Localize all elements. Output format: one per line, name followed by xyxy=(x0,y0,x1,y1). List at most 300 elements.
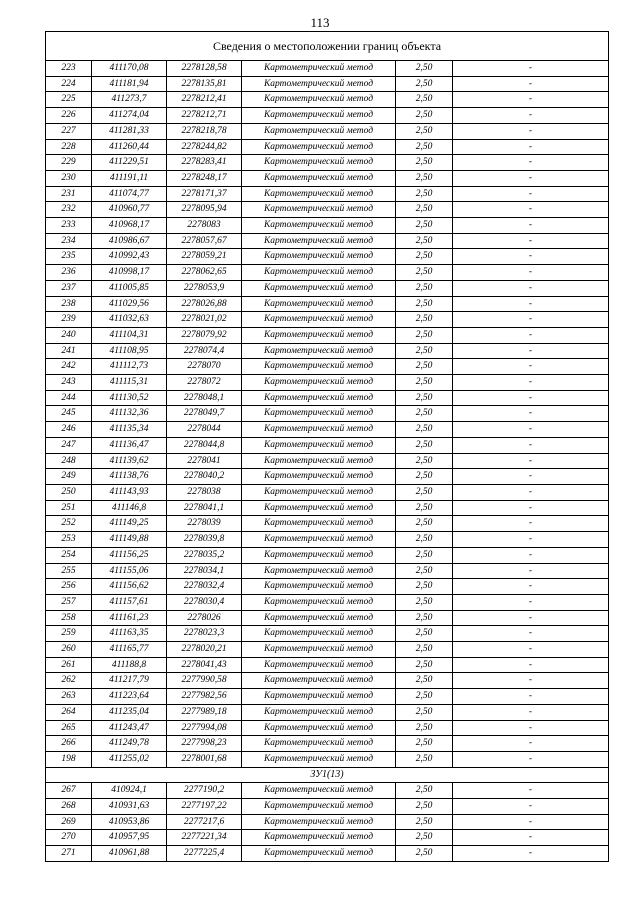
method-cell: Картометрический метод xyxy=(242,579,396,595)
table-row xyxy=(46,500,609,516)
precision-cell: 2,50 xyxy=(396,437,453,453)
point-number-cell: 227 xyxy=(46,123,92,139)
method-cell: Картометрический метод xyxy=(242,563,396,579)
method-cell: Картометрический метод xyxy=(242,689,396,705)
table-row xyxy=(46,626,609,642)
table-row xyxy=(46,484,609,500)
coord-x-cell: 411274,04 xyxy=(92,108,167,124)
page-number: 113 xyxy=(310,15,330,30)
point-number-cell: 262 xyxy=(46,673,92,689)
method-cell: Картометрический метод xyxy=(242,218,396,234)
table-row xyxy=(46,422,609,438)
table-row xyxy=(46,516,609,532)
coord-x-cell: 410968,17 xyxy=(92,218,167,234)
coord-x-cell: 411005,85 xyxy=(92,280,167,296)
method-cell: Картометрический метод xyxy=(242,359,396,375)
description-cell: - xyxy=(453,249,609,265)
section-row xyxy=(46,767,609,783)
precision-cell: 2,50 xyxy=(396,280,453,296)
description-cell: - xyxy=(453,594,609,610)
table-row xyxy=(46,76,609,92)
point-number-cell: 236 xyxy=(46,265,92,281)
description-cell: - xyxy=(453,375,609,391)
coord-x-cell: 411156,62 xyxy=(92,579,167,595)
method-cell: Картометрический метод xyxy=(242,814,396,830)
coord-x-cell: 411260,44 xyxy=(92,139,167,155)
point-number-cell: 259 xyxy=(46,626,92,642)
method-cell: Картометрический метод xyxy=(242,108,396,124)
point-number-cell: 233 xyxy=(46,218,92,234)
precision-cell: 2,50 xyxy=(396,799,453,815)
coord-y-cell: 2278041,43 xyxy=(167,657,242,673)
coord-y-cell: 2278040,2 xyxy=(167,469,242,485)
coord-y-cell: 2278039,8 xyxy=(167,532,242,548)
precision-cell: 2,50 xyxy=(396,327,453,343)
coord-x-cell: 411157,61 xyxy=(92,594,167,610)
description-cell: - xyxy=(453,280,609,296)
point-number-cell: 261 xyxy=(46,657,92,673)
coord-x-cell: 411074,77 xyxy=(92,186,167,202)
table-row xyxy=(46,579,609,595)
table-row xyxy=(46,155,609,171)
point-number-cell: 251 xyxy=(46,500,92,516)
table-row xyxy=(46,532,609,548)
description-cell: - xyxy=(453,846,609,862)
method-cell: Картометрический метод xyxy=(242,280,396,296)
table-row xyxy=(46,657,609,673)
point-number-cell: 232 xyxy=(46,202,92,218)
table-row xyxy=(46,249,609,265)
point-number-cell: 247 xyxy=(46,437,92,453)
description-cell: - xyxy=(453,547,609,563)
table-row xyxy=(46,736,609,752)
description-cell: - xyxy=(453,76,609,92)
method-cell: Картометрический метод xyxy=(242,799,396,815)
coord-y-cell: 2278030,4 xyxy=(167,594,242,610)
table-row xyxy=(46,359,609,375)
coord-x-cell: 411130,52 xyxy=(92,390,167,406)
point-number-cell: 258 xyxy=(46,610,92,626)
method-cell: Картометрический метод xyxy=(242,736,396,752)
coord-y-cell: 2278026 xyxy=(167,610,242,626)
coord-x-cell: 411104,31 xyxy=(92,327,167,343)
method-cell: Картометрический метод xyxy=(242,500,396,516)
coord-y-cell: 2278041 xyxy=(167,453,242,469)
coord-x-cell: 410957,95 xyxy=(92,830,167,846)
table-row xyxy=(46,673,609,689)
coord-y-cell: 2277998,23 xyxy=(167,736,242,752)
precision-cell: 2,50 xyxy=(396,312,453,328)
precision-cell: 2,50 xyxy=(396,186,453,202)
table-row xyxy=(46,830,609,846)
coord-y-cell: 2278070 xyxy=(167,359,242,375)
table-row xyxy=(46,312,609,328)
point-number-cell: 234 xyxy=(46,233,92,249)
coord-y-cell: 2278283,41 xyxy=(167,155,242,171)
precision-cell: 2,50 xyxy=(396,218,453,234)
point-number-cell: 237 xyxy=(46,280,92,296)
table-row xyxy=(46,327,609,343)
coord-x-cell: 410998,17 xyxy=(92,265,167,281)
description-cell: - xyxy=(453,642,609,658)
coord-y-cell: 2278026,88 xyxy=(167,296,242,312)
method-cell: Картометрический метод xyxy=(242,594,396,610)
table-row xyxy=(46,233,609,249)
description-cell: - xyxy=(453,218,609,234)
coord-y-cell: 2277982,56 xyxy=(167,689,242,705)
description-cell: - xyxy=(453,500,609,516)
coord-x-cell: 411188,8 xyxy=(92,657,167,673)
coord-x-cell: 411191,11 xyxy=(92,170,167,186)
precision-cell: 2,50 xyxy=(396,375,453,391)
point-number-cell: 240 xyxy=(46,327,92,343)
coord-x-cell: 411235,04 xyxy=(92,704,167,720)
coord-y-cell: 2278034,1 xyxy=(167,563,242,579)
precision-cell: 2,50 xyxy=(396,406,453,422)
description-cell: - xyxy=(453,453,609,469)
precision-cell: 2,50 xyxy=(396,563,453,579)
point-number-cell: 263 xyxy=(46,689,92,705)
description-cell: - xyxy=(453,484,609,500)
table-row xyxy=(46,390,609,406)
method-cell: Картометрический метод xyxy=(242,406,396,422)
description-cell: - xyxy=(453,783,609,799)
table-row xyxy=(46,343,609,359)
point-number-cell: 230 xyxy=(46,170,92,186)
coord-x-cell: 410992,43 xyxy=(92,249,167,265)
coord-y-cell: 2278062,65 xyxy=(167,265,242,281)
table-row xyxy=(46,170,609,186)
method-cell: Картометрический метод xyxy=(242,751,396,767)
coord-y-cell: 2278079,92 xyxy=(167,327,242,343)
table-row xyxy=(46,547,609,563)
precision-cell: 2,50 xyxy=(396,123,453,139)
coord-x-cell: 411229,51 xyxy=(92,155,167,171)
precision-cell: 2,50 xyxy=(396,61,453,77)
point-number-cell: 239 xyxy=(46,312,92,328)
precision-cell: 2,50 xyxy=(396,265,453,281)
description-cell: - xyxy=(453,422,609,438)
coord-y-cell: 2278244,82 xyxy=(167,139,242,155)
point-number-cell: 246 xyxy=(46,422,92,438)
description-cell: - xyxy=(453,343,609,359)
point-number-cell: 271 xyxy=(46,846,92,862)
coord-y-cell: 2278049,7 xyxy=(167,406,242,422)
coord-x-cell: 411146,8 xyxy=(92,500,167,516)
coord-y-cell: 2277990,58 xyxy=(167,673,242,689)
coord-x-cell: 411149,88 xyxy=(92,532,167,548)
coord-x-cell: 411029,56 xyxy=(92,296,167,312)
coord-y-cell: 2278038 xyxy=(167,484,242,500)
coord-x-cell: 411108,95 xyxy=(92,343,167,359)
point-number-cell: 252 xyxy=(46,516,92,532)
table-row xyxy=(46,296,609,312)
point-number-cell: 250 xyxy=(46,484,92,500)
precision-cell: 2,50 xyxy=(396,170,453,186)
description-cell: - xyxy=(453,751,609,767)
description-cell: - xyxy=(453,312,609,328)
coord-x-cell: 411139,62 xyxy=(92,453,167,469)
coord-y-cell: 2278039 xyxy=(167,516,242,532)
method-cell: Картометрический метод xyxy=(242,453,396,469)
precision-cell: 2,50 xyxy=(396,751,453,767)
precision-cell: 2,50 xyxy=(396,296,453,312)
description-cell: - xyxy=(453,720,609,736)
description-cell: - xyxy=(453,170,609,186)
description-cell: - xyxy=(453,689,609,705)
coord-x-cell: 410986,67 xyxy=(92,233,167,249)
method-cell: Картометрический метод xyxy=(242,76,396,92)
point-number-cell: 248 xyxy=(46,453,92,469)
method-cell: Картометрический метод xyxy=(242,830,396,846)
precision-cell: 2,50 xyxy=(396,689,453,705)
coord-y-cell: 2278021,02 xyxy=(167,312,242,328)
method-cell: Картометрический метод xyxy=(242,704,396,720)
coord-y-cell: 2277221,34 xyxy=(167,830,242,846)
table-row xyxy=(46,799,609,815)
coord-y-cell: 2278044,8 xyxy=(167,437,242,453)
table-row xyxy=(46,139,609,155)
point-number-cell: 229 xyxy=(46,155,92,171)
method-cell: Картометрический метод xyxy=(242,265,396,281)
precision-cell: 2,50 xyxy=(396,610,453,626)
coord-x-cell: 410924,1 xyxy=(92,783,167,799)
coord-x-cell: 411223,64 xyxy=(92,689,167,705)
point-number-cell: 268 xyxy=(46,799,92,815)
coord-y-cell: 2278044 xyxy=(167,422,242,438)
coord-x-cell: 411281,33 xyxy=(92,123,167,139)
precision-cell: 2,50 xyxy=(396,422,453,438)
point-number-cell: 226 xyxy=(46,108,92,124)
precision-cell: 2,50 xyxy=(396,626,453,642)
precision-cell: 2,50 xyxy=(396,516,453,532)
coord-y-cell: 2278072 xyxy=(167,375,242,391)
precision-cell: 2,50 xyxy=(396,846,453,862)
coord-y-cell: 2277190,2 xyxy=(167,783,242,799)
table-title-row xyxy=(46,32,609,61)
description-cell: - xyxy=(453,532,609,548)
description-cell: - xyxy=(453,155,609,171)
precision-cell: 2,50 xyxy=(396,139,453,155)
precision-cell: 2,50 xyxy=(396,500,453,516)
precision-cell: 2,50 xyxy=(396,783,453,799)
point-number-cell: 267 xyxy=(46,783,92,799)
description-cell: - xyxy=(453,327,609,343)
coord-y-cell: 2278171,37 xyxy=(167,186,242,202)
precision-cell: 2,50 xyxy=(396,469,453,485)
coord-x-cell: 411273,7 xyxy=(92,92,167,108)
point-number-cell: 228 xyxy=(46,139,92,155)
precision-cell: 2,50 xyxy=(396,249,453,265)
coord-x-cell: 411149,25 xyxy=(92,516,167,532)
precision-cell: 2,50 xyxy=(396,704,453,720)
method-cell: Картометрический метод xyxy=(242,532,396,548)
coord-y-cell: 2278057,67 xyxy=(167,233,242,249)
point-number-cell: 255 xyxy=(46,563,92,579)
coord-y-cell: 2278128,58 xyxy=(167,61,242,77)
method-cell: Картометрический метод xyxy=(242,657,396,673)
method-cell: Картометрический метод xyxy=(242,327,396,343)
description-cell: - xyxy=(453,830,609,846)
table-row xyxy=(46,218,609,234)
table-row xyxy=(46,783,609,799)
method-cell: Картометрический метод xyxy=(242,123,396,139)
precision-cell: 2,50 xyxy=(396,76,453,92)
description-cell: - xyxy=(453,61,609,77)
description-cell: - xyxy=(453,516,609,532)
coord-y-cell: 2278035,2 xyxy=(167,547,242,563)
point-number-cell: 241 xyxy=(46,343,92,359)
point-number-cell: 270 xyxy=(46,830,92,846)
table-row xyxy=(46,751,609,767)
method-cell: Картометрический метод xyxy=(242,516,396,532)
method-cell: Картометрический метод xyxy=(242,139,396,155)
table-row xyxy=(46,61,609,77)
point-number-cell: 257 xyxy=(46,594,92,610)
coord-y-cell: 2277994,08 xyxy=(167,720,242,736)
coord-x-cell: 410960,77 xyxy=(92,202,167,218)
precision-cell: 2,50 xyxy=(396,343,453,359)
description-cell: - xyxy=(453,406,609,422)
method-cell: Картометрический метод xyxy=(242,673,396,689)
table-row xyxy=(46,594,609,610)
description-cell: - xyxy=(453,108,609,124)
description-cell: - xyxy=(453,799,609,815)
table-row xyxy=(46,280,609,296)
point-number-cell: 266 xyxy=(46,736,92,752)
precision-cell: 2,50 xyxy=(396,108,453,124)
description-cell: - xyxy=(453,390,609,406)
coord-y-cell: 2278053,9 xyxy=(167,280,242,296)
coord-y-cell: 2278083 xyxy=(167,218,242,234)
table-row xyxy=(46,202,609,218)
boundary-table xyxy=(45,31,609,862)
description-cell: - xyxy=(453,814,609,830)
method-cell: Картометрический метод xyxy=(242,720,396,736)
point-number-cell: 231 xyxy=(46,186,92,202)
method-cell: Картометрический метод xyxy=(242,642,396,658)
coord-x-cell: 411243,47 xyxy=(92,720,167,736)
table-row xyxy=(46,469,609,485)
method-cell: Картометрический метод xyxy=(242,61,396,77)
coord-x-cell: 410961,88 xyxy=(92,846,167,862)
point-number-cell: 243 xyxy=(46,375,92,391)
coord-y-cell: 2278074,4 xyxy=(167,343,242,359)
point-number-cell: 264 xyxy=(46,704,92,720)
coord-x-cell: 411161,23 xyxy=(92,610,167,626)
coord-x-cell: 411181,94 xyxy=(92,76,167,92)
point-number-cell: 223 xyxy=(46,61,92,77)
table-row xyxy=(46,563,609,579)
point-number-cell: 253 xyxy=(46,532,92,548)
coord-y-cell: 2278212,71 xyxy=(167,108,242,124)
description-cell: - xyxy=(453,469,609,485)
precision-cell: 2,50 xyxy=(396,579,453,595)
table-row xyxy=(46,375,609,391)
method-cell: Картометрический метод xyxy=(242,422,396,438)
table-row xyxy=(46,453,609,469)
coord-x-cell: 411255,02 xyxy=(92,751,167,767)
coord-y-cell: 2278218,78 xyxy=(167,123,242,139)
precision-cell: 2,50 xyxy=(396,736,453,752)
method-cell: Картометрический метод xyxy=(242,626,396,642)
coord-y-cell: 2278023,3 xyxy=(167,626,242,642)
point-number-cell: 238 xyxy=(46,296,92,312)
point-number-cell: 256 xyxy=(46,579,92,595)
description-cell: - xyxy=(453,563,609,579)
method-cell: Картометрический метод xyxy=(242,233,396,249)
coord-y-cell: 2277225,4 xyxy=(167,846,242,862)
table-row xyxy=(46,92,609,108)
section-label: ЗУ1(13) xyxy=(46,767,609,783)
description-cell: - xyxy=(453,610,609,626)
precision-cell: 2,50 xyxy=(396,202,453,218)
coord-y-cell: 2277217,6 xyxy=(167,814,242,830)
coord-x-cell: 411163,35 xyxy=(92,626,167,642)
method-cell: Картометрический метод xyxy=(242,484,396,500)
coord-x-cell: 411155,06 xyxy=(92,563,167,579)
description-cell: - xyxy=(453,704,609,720)
description-cell: - xyxy=(453,233,609,249)
precision-cell: 2,50 xyxy=(396,233,453,249)
coord-x-cell: 411143,93 xyxy=(92,484,167,500)
method-cell: Картометрический метод xyxy=(242,155,396,171)
method-cell: Картометрический метод xyxy=(242,437,396,453)
description-cell: - xyxy=(453,437,609,453)
table-row xyxy=(46,720,609,736)
precision-cell: 2,50 xyxy=(396,359,453,375)
method-cell: Картометрический метод xyxy=(242,170,396,186)
coord-y-cell: 2278048,1 xyxy=(167,390,242,406)
coord-x-cell: 411132,36 xyxy=(92,406,167,422)
method-cell: Картометрический метод xyxy=(242,547,396,563)
table-row xyxy=(46,108,609,124)
method-cell: Картометрический метод xyxy=(242,296,396,312)
method-cell: Картометрический метод xyxy=(242,202,396,218)
precision-cell: 2,50 xyxy=(396,484,453,500)
coord-y-cell: 2278059,21 xyxy=(167,249,242,265)
method-cell: Картометрический метод xyxy=(242,343,396,359)
table-title: Сведения о местоположении границ объекта xyxy=(46,32,609,61)
description-cell: - xyxy=(453,736,609,752)
table-row xyxy=(46,123,609,139)
method-cell: Картометрический метод xyxy=(242,390,396,406)
method-cell: Картометрический метод xyxy=(242,186,396,202)
table-row xyxy=(46,186,609,202)
method-cell: Картометрический метод xyxy=(242,846,396,862)
description-cell: - xyxy=(453,123,609,139)
boundary-table-body xyxy=(46,32,609,862)
description-cell: - xyxy=(453,265,609,281)
precision-cell: 2,50 xyxy=(396,532,453,548)
description-cell: - xyxy=(453,202,609,218)
coord-y-cell: 2278212,41 xyxy=(167,92,242,108)
point-number-cell: 269 xyxy=(46,814,92,830)
method-cell: Картометрический метод xyxy=(242,610,396,626)
point-number-cell: 198 xyxy=(46,751,92,767)
description-cell: - xyxy=(453,673,609,689)
description-cell: - xyxy=(453,92,609,108)
point-number-cell: 235 xyxy=(46,249,92,265)
point-number-cell: 224 xyxy=(46,76,92,92)
method-cell: Картометрический метод xyxy=(242,469,396,485)
coord-y-cell: 2278001,68 xyxy=(167,751,242,767)
coord-x-cell: 411217,79 xyxy=(92,673,167,689)
precision-cell: 2,50 xyxy=(396,673,453,689)
coord-x-cell: 410931,63 xyxy=(92,799,167,815)
description-cell: - xyxy=(453,296,609,312)
table-row xyxy=(46,437,609,453)
